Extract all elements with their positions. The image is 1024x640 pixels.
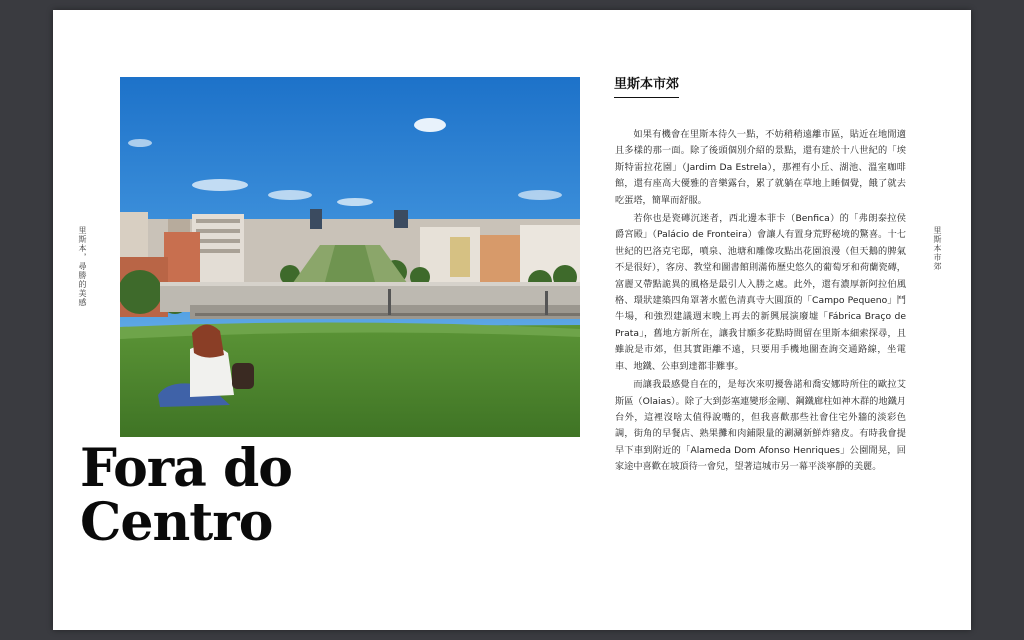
section-heading: 里斯本市郊: [614, 73, 679, 98]
magazine-page: [53, 10, 971, 630]
lisbon-park-photo: [120, 77, 580, 437]
paragraph-3: 而讓我最感覺自在的，是每次來叨擾魯諾和喬安娜時所住的歐拉艾斯區（Olaias）。除了大到彭塞連變形金剛、鋼鐵廊柱如神木群的地鐵月台外，這裡沒啥太值得說嘴的，但我喜歡那些社會住宅外牆的淡彩色調，街角的早餐店、熟果攤和肉鋪限量的涮涮新鮮炸豬皮。有時我會提早下車到附近的「Alameda Dom Afonso Henriques」公園閒晃，回家途中喜歡在坡頂待一會兒，望著這城市另一幕平淡寧靜的美麗。: [615, 379, 906, 473]
paragraph-1: 如果有機會在里斯本待久一點，不妨稍稍遠離市區，貼近在地閒適且多樣的那一面。除了後頭個別介紹的景點，還有建於十八世紀的「埃斯特雷拉花園」（Jardim Da Estrela），那裡有小丘、湖池、溫室咖啡館，還有座高大優雅的音樂露台，累了就躺在草地上睡個覺，餓了就去吃蛋塔，簡單而舒服。: [615, 129, 906, 206]
running-header-right: 里斯本市郊: [933, 226, 942, 271]
park-illustration: [120, 77, 580, 437]
running-header-left: 里斯本，尋勝的美感: [78, 226, 87, 307]
article-body: [615, 127, 906, 478]
paragraph-2: 若你也是瓷磚沉迷者，西北邊本菲卡（Benfica）的「弗朗泰拉侯爵宮殿」（Palácio de Fronteira）會讓人有置身荒野秘境的驚喜。十七世紀的巴洛克宅邸，噴泉、池塘和雕像攻點出花園浪漫（但天鵝的脾氣不是很好），客房、教堂和圖書館則滿佈歷史悠久的葡萄牙和荷蘭瓷磚，富麗又帶點詭異的風格是最引人入勝之處。此外，還有濃厚新阿拉伯風格、環狀建築四角罩著水藍色清真寺大圓頂的「Campo Pequeno」鬥牛場，和強烈建議週末晚上再去的新興展演廢墟「Fábrica Braço de Prata」，舊地方新所在，讓我甘願多花點時間留在里斯本細索探尋，且雖說是市郊，但其實距離不遠，只要用手機地圖查詢交通路線，坐電車、地鐵、公車到達都非難事。: [615, 213, 906, 372]
title-line-1: Fora do: [80, 438, 292, 499]
title-line-2: Centro: [80, 492, 273, 553]
article-title: [80, 438, 292, 553]
